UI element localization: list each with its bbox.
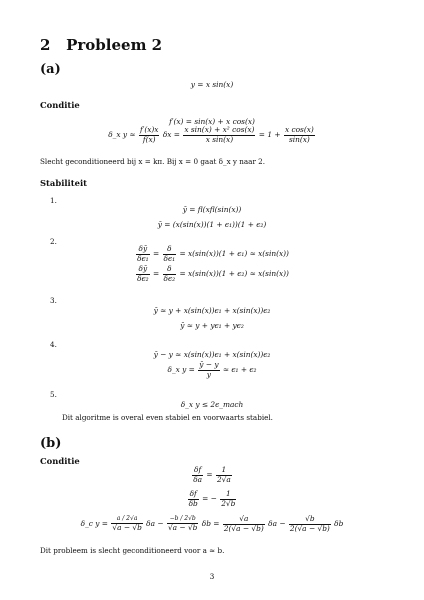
cond-equation-2 xyxy=(0,126,424,144)
frac-num: δf xyxy=(194,465,202,474)
frac-den: sin(x) xyxy=(288,134,310,144)
frac-num: √a xyxy=(223,515,265,525)
step-2-eq-1: $\frac{\delta ȳ}{\text{δϵ₁}}$ = $\frac{\delta}{\text{δϵ₁}}$ = x(sin(x))(1 + ϵ₁) ≈ x(sin(x)) xyxy=(137,244,289,263)
frac-den: √a − √b xyxy=(167,522,198,532)
step-5-text: Dit algoritme is overal even stabiel en voorwaarts stabiel. xyxy=(62,413,273,422)
frac xyxy=(136,245,150,263)
frac xyxy=(188,490,199,508)
frac xyxy=(167,516,198,532)
part-b-eq-3 xyxy=(0,515,424,533)
step-5-eq: δ_x y ≤ 2ϵ_mach xyxy=(180,400,244,409)
step-4-eq-1: ȳ − y ≈ x(sin(x))ϵ₁ + x(sin(x))ϵ₂ xyxy=(153,350,271,359)
step-1-number: 1. xyxy=(50,196,57,205)
frac-den: δϵ₁ xyxy=(137,253,149,263)
frac-num: δf xyxy=(189,489,197,498)
frac-den: 2(√a − √b) xyxy=(289,523,330,533)
frac xyxy=(163,265,177,283)
cond-eq2-frac3 xyxy=(284,126,315,144)
step-2-eq-1-rhs: = x(sin(x))(1 + ϵ₁) ≈ x(sin(x)) xyxy=(179,249,289,259)
eq3-end: δb xyxy=(334,519,344,529)
cond-eq2-frac2 xyxy=(183,126,255,144)
frac-den: f(x) xyxy=(142,134,156,144)
step-4-eq-2-lhs: δ_x y = xyxy=(167,365,195,375)
cond-eq2-mid: δx = xyxy=(162,130,181,140)
eq3-mid1: δa − xyxy=(146,519,164,529)
step-3-number: 3. xyxy=(50,296,57,305)
frac-den: 2(√a − √b) xyxy=(223,523,264,533)
frac-num: x cos(x) xyxy=(284,125,314,134)
frac-den: δb xyxy=(188,498,198,508)
stabiliteit-heading: Stabiliteit xyxy=(40,178,87,188)
frac-num: 1 xyxy=(216,466,232,476)
frac-num: δ xyxy=(163,265,177,275)
frac-den: x sin(x) xyxy=(205,134,234,144)
frac-den: δa xyxy=(193,474,203,484)
step-4-number: 4. xyxy=(50,340,57,349)
cond-eq2-eq: = 1 + xyxy=(258,130,281,140)
cond-eq2-frac1 xyxy=(139,126,160,144)
frac xyxy=(111,516,142,532)
frac xyxy=(223,515,265,533)
step-4-eq-2 xyxy=(0,361,424,379)
step-2-eq-2-rhs: = x(sin(x))(1 + ϵ₂) ≈ x(sin(x)) xyxy=(179,269,289,279)
frac-num: −b / 2√b xyxy=(167,516,198,524)
part-a-label: (a) xyxy=(40,62,61,77)
main-equation: y = x sin(x) xyxy=(190,80,234,89)
step-4-eq-2-rhs: ≈ ϵ₁ + ϵ₂ xyxy=(222,365,257,375)
eq3-mid3: δa − xyxy=(268,519,286,529)
cond-eq2-lhs: δ_x y ≈ xyxy=(108,130,136,140)
frac xyxy=(220,490,236,508)
frac-den: δϵ₂ xyxy=(163,273,176,283)
frac-num: δ xyxy=(163,245,177,255)
section-number: 2 xyxy=(40,36,51,54)
frac-den: 2√b xyxy=(221,498,236,508)
frac xyxy=(289,515,331,533)
frac-num: a / 2√a xyxy=(111,516,142,524)
cond-equation-1: f′(x) = sin(x) + x cos(x) xyxy=(169,117,255,126)
step-1-eq-2: ȳ = (x(sin(x))(1 + ϵ₁))(1 + ϵ₂) xyxy=(157,220,267,229)
page-number: 3 xyxy=(209,572,215,581)
part-b-eq-2 xyxy=(0,490,424,508)
frac-num: 1 xyxy=(220,490,236,500)
frac xyxy=(136,265,150,283)
frac-den: δϵ₁ xyxy=(163,253,176,263)
cond-text-a: Slecht geconditioneerd bij x = kπ. Bij x = 0 gaat δ_x y naar 2. xyxy=(40,157,266,166)
step-5-number: 5. xyxy=(50,390,57,399)
frac xyxy=(198,361,219,379)
eq3-lhs: δ_c y = xyxy=(80,519,108,529)
frac-num: f′(x)x xyxy=(139,125,159,134)
eq3-mid2: δb = xyxy=(201,519,220,529)
frac-num: ȳ − y xyxy=(199,360,219,369)
frac-num: δȳ xyxy=(136,245,150,255)
conditie-heading-a: Conditie xyxy=(40,100,80,110)
frac-num: x sin(x) + x² cos(x) xyxy=(184,125,255,134)
frac-den: y xyxy=(206,369,211,379)
conditie-heading-b: Conditie xyxy=(40,456,80,466)
step-2-eq-2: $\frac{\delta ȳ}{\text{δϵ₂}}$ = $\frac{\delta}{\text{δϵ₂}}$ = x(sin(x))(1 + ϵ₂) ≈ x(sin(x)) xyxy=(137,264,289,283)
cond-text-b: Dit probleem is slecht geconditioneerd voor a ≈ b. xyxy=(40,546,225,555)
frac-den: √a − √b xyxy=(112,522,142,532)
section-title: Probleem 2 xyxy=(66,36,163,54)
frac xyxy=(192,466,203,484)
section-heading xyxy=(40,36,162,54)
part-b-eq-1: $\frac{\delta f}{\delta a}$ = $\frac{1}{2√a}$ xyxy=(193,465,231,484)
frac xyxy=(216,466,232,484)
step-3-eq-1: ȳ ≈ y + x(sin(x))ϵ₁ + x(sin(x))ϵ₂ xyxy=(153,306,271,315)
frac-num: δȳ xyxy=(136,265,150,275)
step-3-eq-2: ȳ ≈ y + yϵ₁ + yϵ₂ xyxy=(180,321,244,330)
frac-num: √b xyxy=(289,515,331,525)
frac xyxy=(163,245,177,263)
step-2-number: 2. xyxy=(50,237,57,246)
frac-den: 2√a xyxy=(216,474,231,484)
eq2-pre: = − xyxy=(202,494,217,504)
frac-den: δϵ₂ xyxy=(137,273,149,283)
part-b-label: (b) xyxy=(40,436,62,451)
step-1-eq-1: ȳ = fl(xfl(sin(x)) xyxy=(182,205,242,214)
